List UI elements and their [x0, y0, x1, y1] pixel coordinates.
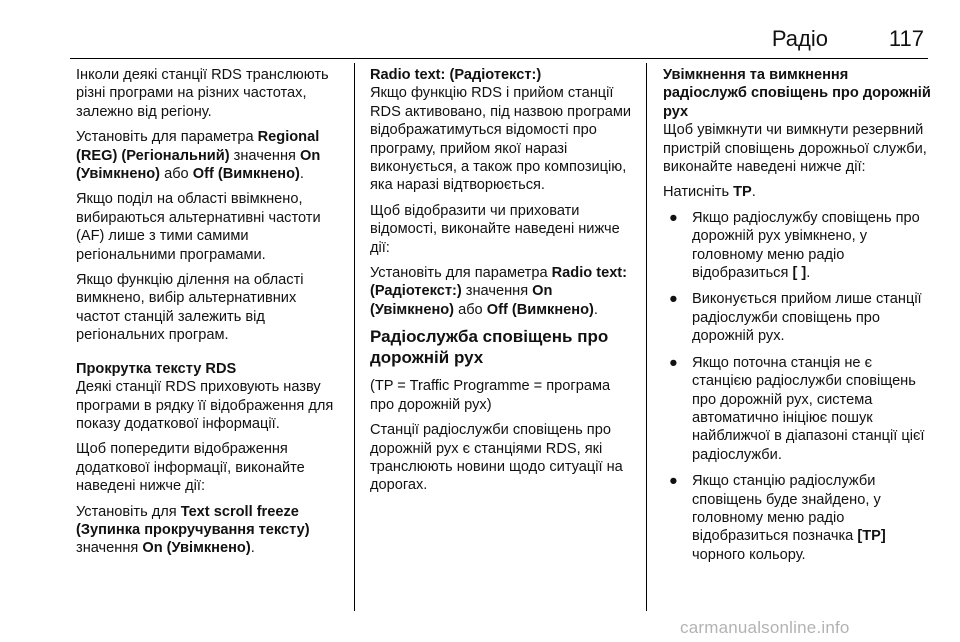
column-divider	[646, 63, 647, 611]
section-heading: Radio text: (Радіотекст:)	[370, 67, 542, 83]
paragraph: Натисніть TP.	[663, 184, 756, 201]
section-heading: Радіослужба сповіщень про дорожній рух	[370, 327, 609, 368]
bullet-icon: ●	[669, 473, 678, 490]
paragraph: Установіть для Text scroll freeze (Зупинка прокручування тексту) значення On (Увімкнено).	[76, 503, 310, 557]
list-item: ● Виконується прийом лише станції радіослужби сповіщень про дорожній рух.	[669, 291, 922, 345]
paragraph: Установіть для параметра Regional (REG) (Регіональний) значення On (Увімкнено) або Off (Вимкнено).	[76, 129, 321, 183]
header-rule	[70, 58, 928, 59]
section-heading: Прокрутка тексту RDS	[76, 360, 237, 377]
list-item: ● Якщо станцію радіослужби сповіщень буде знайдено, у головному меню радіо відобразиться позначка [TP] чорного кольору.	[669, 473, 886, 563]
list-item: ● Якщо поточна станція не є станцією радіослужби сповіщень про дорожній рух, система автоматично ініціює пошук найближчої в діапазоні станції цієї радіослужби.	[669, 354, 925, 463]
column-right	[663, 66, 931, 572]
bullet-icon: ●	[669, 209, 678, 226]
column-left	[76, 66, 344, 565]
list-item: ● Якщо радіослужбу сповіщень про дорожній рух увімкнено, у головному меню радіо відобразиться [ ].	[669, 209, 920, 282]
paragraph: Щоб відобразити чи приховати відомості, виконайте наведені нижче дії:	[370, 202, 620, 256]
column-divider	[354, 63, 355, 611]
section-heading: Увімкнення та вимкнення радіослужб сповіщень про дорожній рух	[663, 67, 931, 120]
bullet-icon: ●	[669, 354, 678, 371]
column-middle	[370, 66, 638, 502]
paragraph: Якщо поділ на області ввімкнено, вибираються альтернативні частоти (AF) лише з тими самими регіональними програмами.	[76, 191, 321, 263]
paragraph: Інколи деякі станції RDS транслюють різні програми на різних частотах, залежно від регіону.	[76, 67, 329, 120]
paragraph: Щоб увімкнути чи вимкнути резервний пристрій сповіщень дорожньої служби, виконайте наведені нижче дії:	[663, 122, 927, 176]
paragraph: Деякі станції RDS приховують назву програми в рядку її відображення для показу додаткової інформації.	[76, 379, 334, 432]
paragraph: Якщо функцію ділення на області вимкнено, вибір альтернативних частот станцій залежить від регіональних програм.	[76, 272, 304, 344]
page-header	[70, 22, 928, 62]
paragraph: Щоб попередити відображення додаткової інформації, виконайте наведені нижче дії:	[76, 441, 305, 495]
watermark: carmanualsonline.info	[680, 618, 850, 637]
paragraph: (TP = Traffic Programme = програма про дорожній рух)	[370, 378, 611, 413]
page-title: Радіо	[771, 26, 828, 51]
paragraph: Якщо функцію RDS і прийом станції RDS активовано, під назвою програми відображатимуться відомості про програму, прийом якої наразі виконується, а також про композицію, яка наразі відтворюється.	[370, 85, 632, 194]
paragraph: Установіть для параметра Radio text: (Радіотекст:) значення On (Увімкнено) або Off (Вимкнено).	[370, 265, 628, 318]
paragraph: Станції радіослужби сповіщень про дорожній рух є станціями RDS, які транслюють новини щодо ситуації на дорогах.	[370, 422, 623, 494]
page-number: 117	[888, 26, 924, 51]
bullet-icon: ●	[669, 291, 678, 308]
